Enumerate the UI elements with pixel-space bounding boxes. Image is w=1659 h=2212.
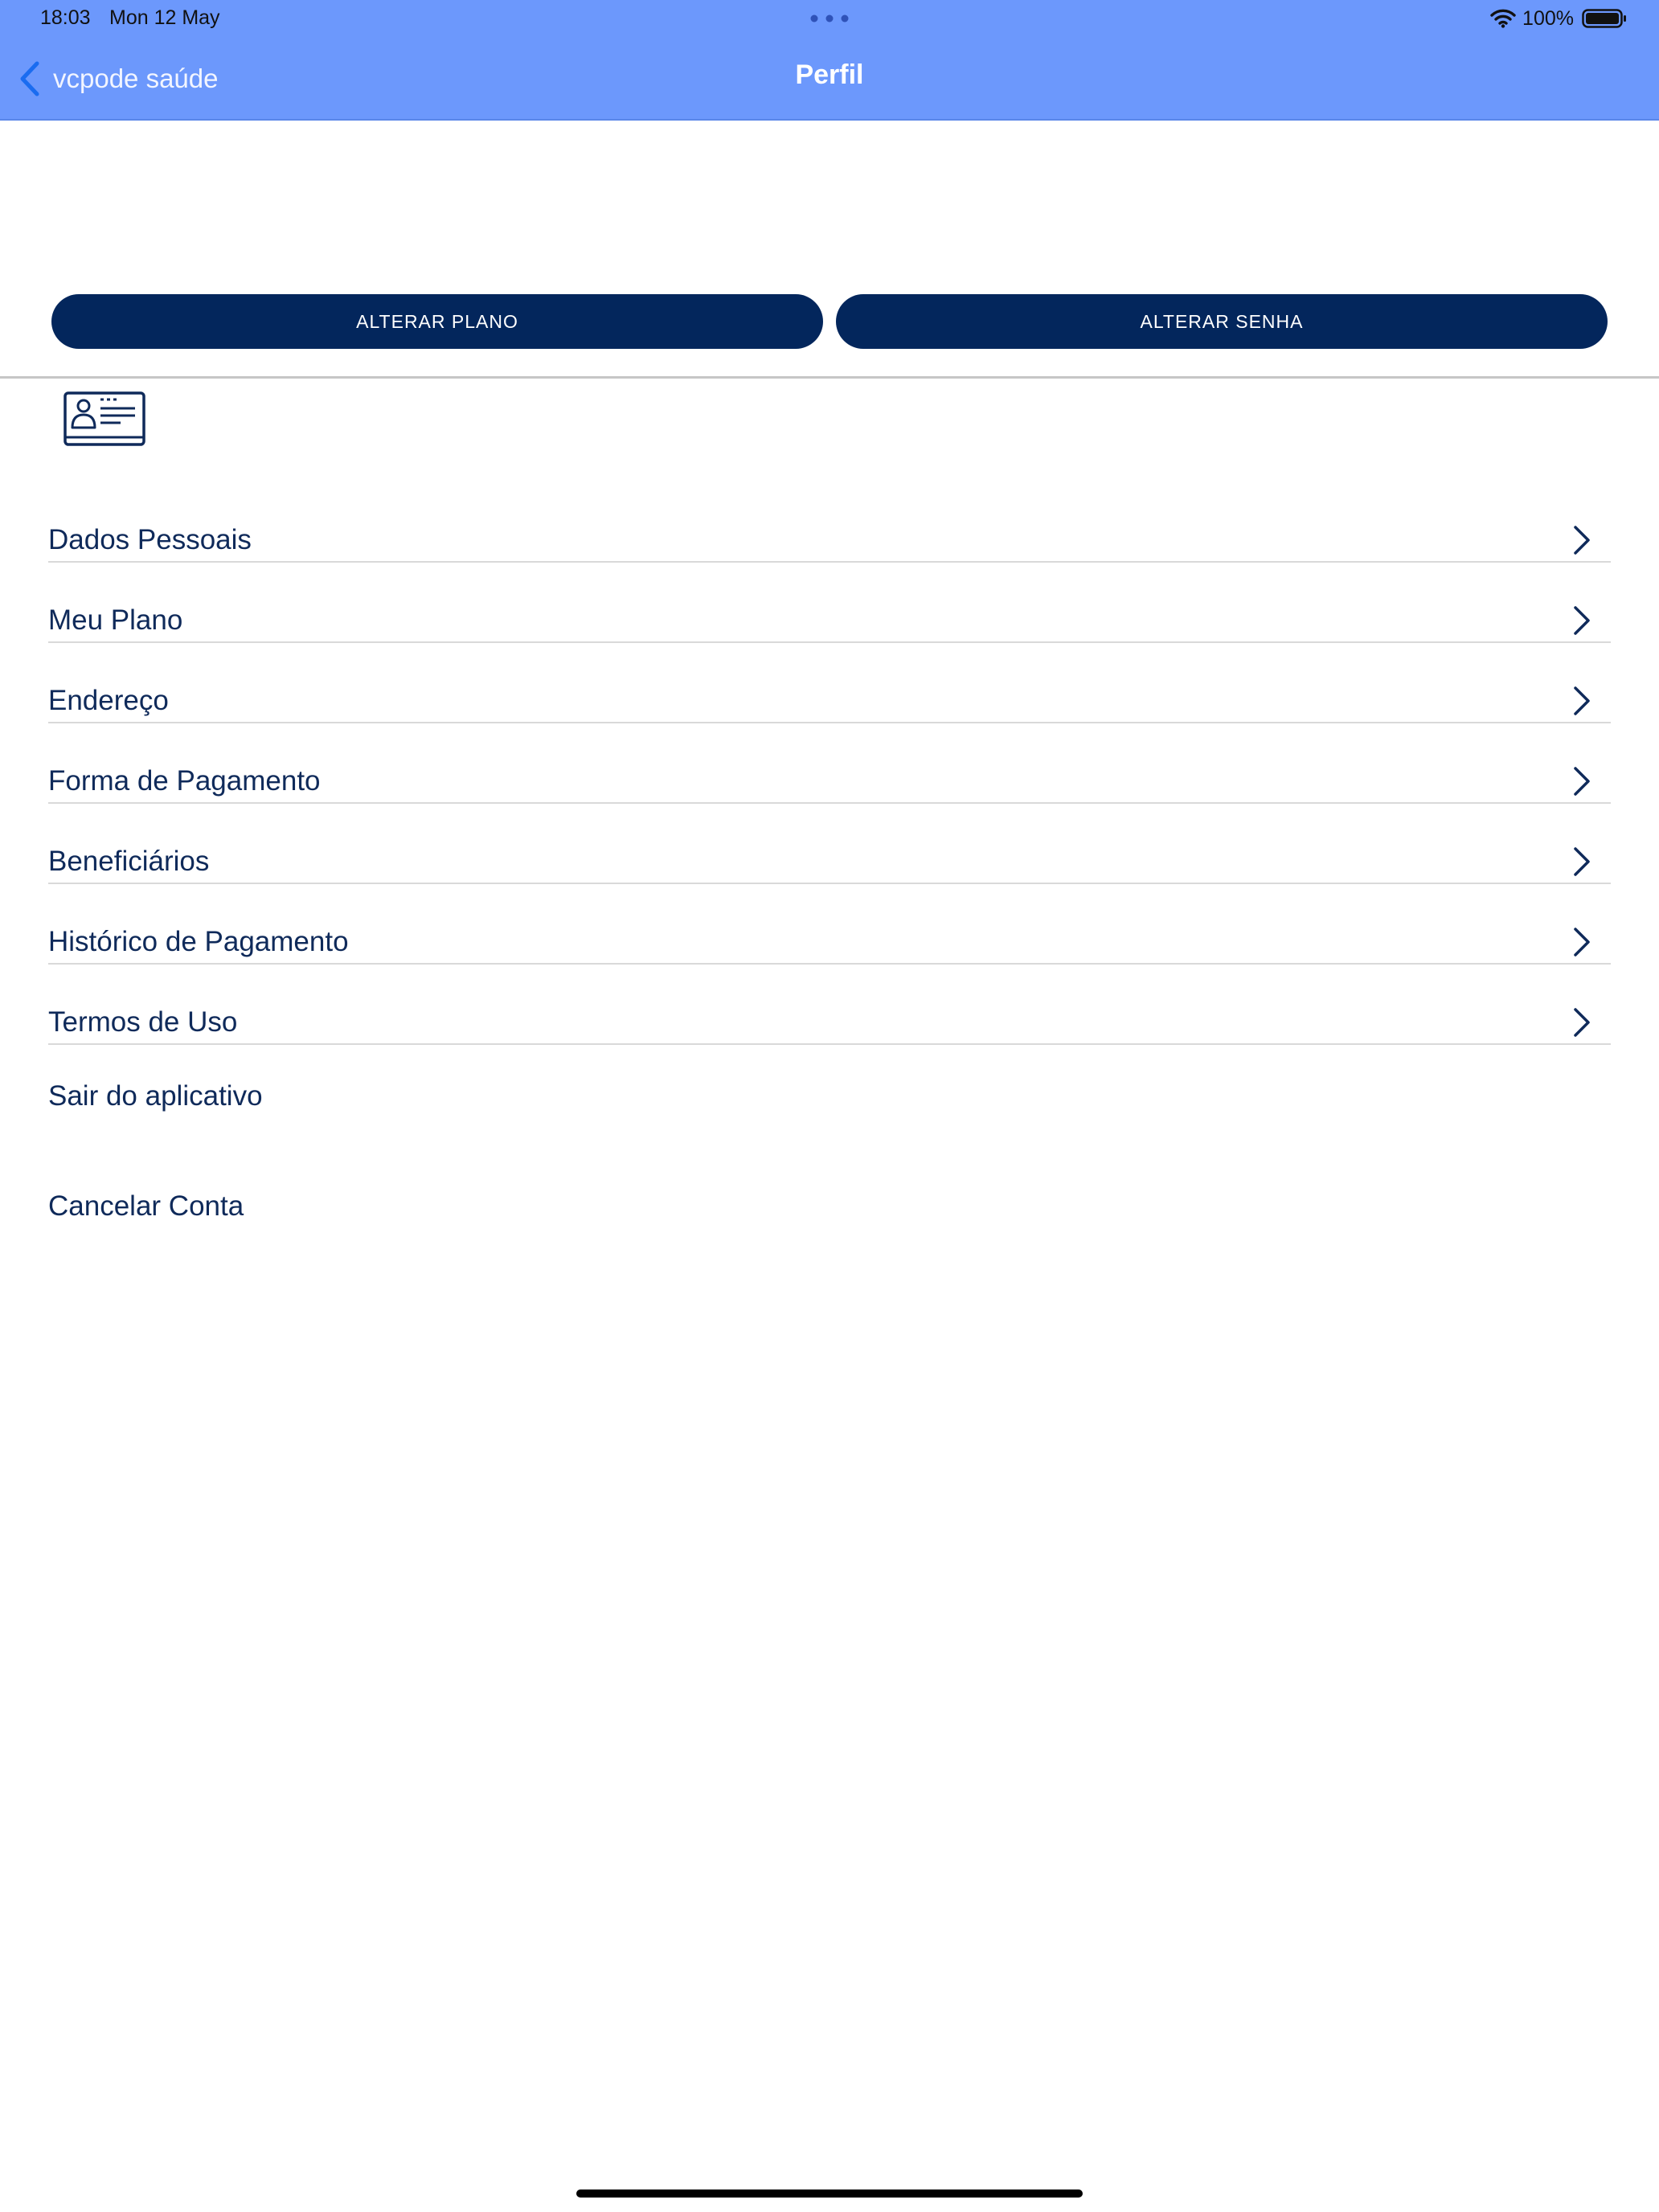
divider	[0, 376, 1659, 379]
change-password-button[interactable]: ALTERAR SENHA	[836, 294, 1608, 349]
menu-item-beneficiarios[interactable]	[48, 804, 1611, 884]
menu-item-label: Histórico de Pagamento	[48, 926, 349, 957]
change-plan-button[interactable]: ALTERAR PLANO	[51, 294, 823, 349]
chevron-right-icon	[1572, 926, 1591, 958]
navigation-bar	[0, 0, 1659, 121]
logout-link[interactable]: Sair do aplicativo	[48, 1080, 263, 1112]
chevron-right-icon	[1572, 765, 1591, 797]
menu-item-label: Endereço	[48, 685, 169, 716]
status-date: Mon 12 May	[109, 6, 220, 29]
menu-item-label: Termos de Uso	[48, 1006, 238, 1038]
profile-menu	[48, 482, 1611, 1045]
chevron-right-icon	[1572, 685, 1591, 717]
battery-percentage: 100%	[1522, 6, 1574, 30]
wifi-icon	[1490, 9, 1516, 28]
menu-item-label: Forma de Pagamento	[48, 765, 321, 797]
chevron-right-icon	[1572, 1006, 1591, 1038]
menu-item-endereco[interactable]	[48, 643, 1611, 723]
chevron-right-icon	[1572, 524, 1591, 556]
chevron-right-icon	[1572, 604, 1591, 637]
status-time: 18:03	[40, 6, 91, 29]
menu-item-forma-pagamento[interactable]	[48, 723, 1611, 804]
battery-icon	[1582, 8, 1627, 29]
menu-item-historico-pagamento[interactable]	[48, 884, 1611, 965]
menu-item-dados-pessoais[interactable]	[48, 482, 1611, 563]
menu-item-label: Beneficiários	[48, 846, 210, 877]
home-indicator[interactable]	[576, 2189, 1083, 2198]
menu-item-label: Meu Plano	[48, 604, 183, 636]
id-card-icon	[63, 391, 146, 447]
page-title: Perfil	[795, 59, 864, 90]
back-label: vcpode saúde	[53, 63, 219, 93]
cancel-account-link[interactable]: Cancelar Conta	[48, 1190, 244, 1222]
status-indicators	[1490, 5, 1627, 32]
chevron-right-icon	[1572, 846, 1591, 878]
menu-item-termos-uso[interactable]	[48, 965, 1611, 1045]
menu-item-label: Dados Pessoais	[48, 524, 252, 555]
multitasking-dots-icon[interactable]	[810, 14, 849, 23]
menu-item-meu-plano[interactable]	[48, 563, 1611, 643]
